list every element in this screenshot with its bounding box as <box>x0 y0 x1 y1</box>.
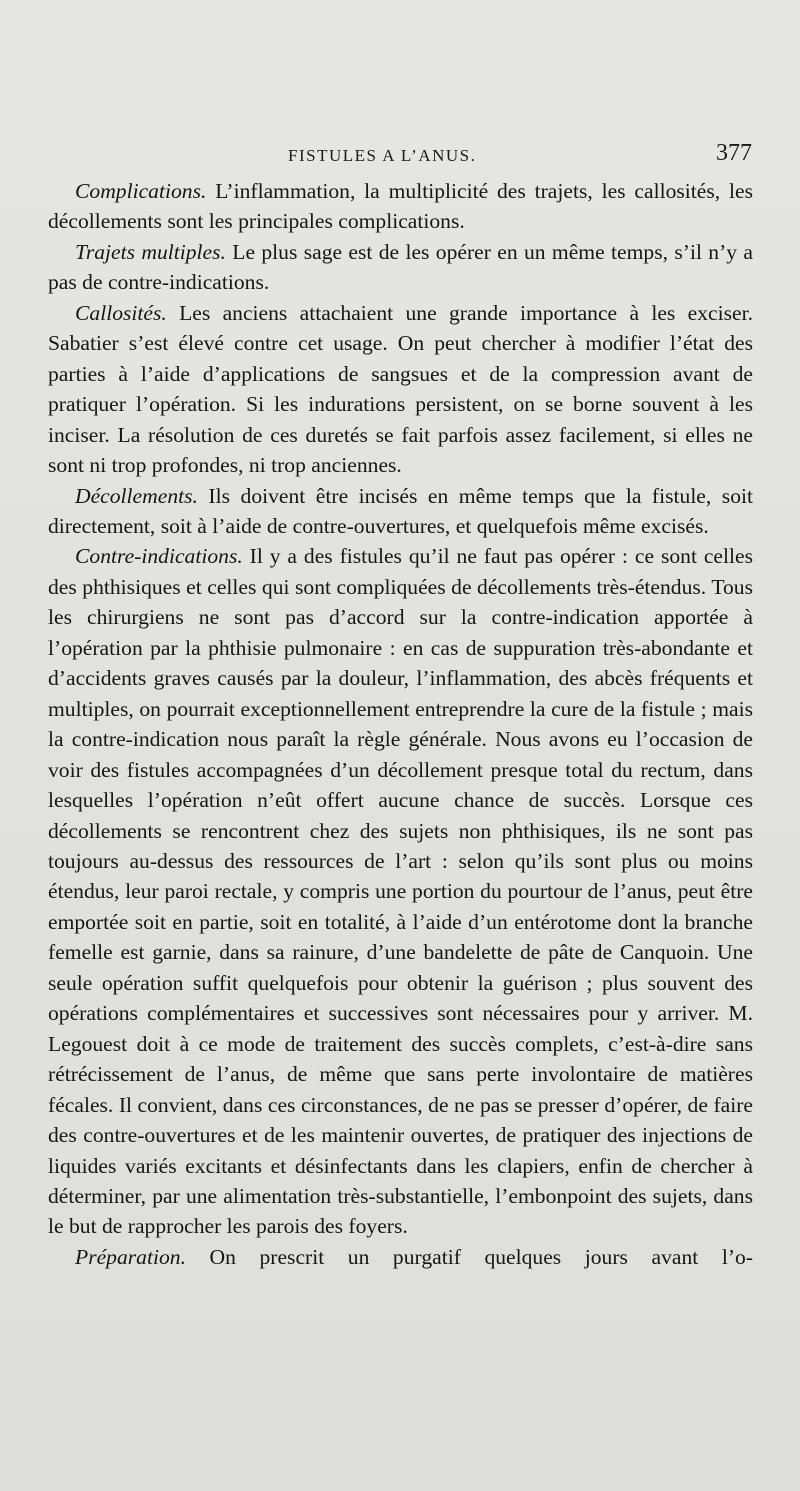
paragraph-callosites <box>48 298 753 481</box>
paragraph-text: L’inflammation, la multiplicité des trajets, les callosités, les décollements sont les principales complications. <box>48 179 753 234</box>
paragraph-contre-indications <box>48 541 753 1241</box>
page-number: 377 <box>716 140 752 166</box>
paragraph-heading: Trajets multiples. <box>75 239 226 264</box>
paragraph-heading: Préparation. <box>75 1244 186 1269</box>
paragraph-preparation <box>48 1242 753 1272</box>
paragraph-heading: Complications. <box>75 179 207 203</box>
running-head <box>0 140 800 176</box>
paragraph-text: Ils doivent être incisés en même temps que la fistule, soit directement, soit à l’aide de contre-ouvertures, et quelquefois même excisés. <box>48 483 753 538</box>
paragraph-heading: Contre-indications. <box>75 544 243 569</box>
paragraph-heading: Callosités. <box>75 300 167 325</box>
body-text <box>48 176 753 1272</box>
paragraph-text: Il y a des fistules qu’il ne faut pas opérer : ce sont celles des phthisiques et celles qui sont compliquées de décollements très-étendus. Tous les chirurgiens ne sont pas d’accord sur la contre-indication apportée à l’opération par la phthisie pulmonaire : en cas de suppuration très-abondante et d’accidents graves causés par la douleur, l’inflammation, des abcès fréquents et multiples, on pourrait exceptionnellement entreprendre la cure de la fistule ; mais la contre-indication nous paraît la règle générale. Nous avons eu l’occasion de voir des fistules accompagnées d’un décollement presque total du rectum, dans lesquelles l’opération n’eût offert aucune chance de succès. Lorsque ces décollements se rencontrent chez des sujets non phthisiques, ils ne sont pas toujours au-dessus des ressources de l’art : selon qu’ils sont plus ou moins étendus, leur paroi rectale, y compris une portion du pourtour de l’anus, peut être emportée soit en partie, soit en totalité, à l’aide d’un entérotome dont la branche femelle est garnie, dans sa rainure, d’une bandelette de pâte de Canquoin. Une seule opération suffit quelquefois pour obtenir la guérison ; plus souvent des opérations complémentaires et successives sont nécessaires pour y arriver. M. Legouest doit à ce mode de traitement des succès complets, c’est-à-dire sans rétrécissement de l’anus, de même que sans perte involontaire de matières fécales. Il convient, dans ces circonstances, de ne pas se presser d’opérer, de faire des contre-ouvertures et de les maintenir ouvertes, de pratiquer des injections de liquides variés excitants et désinfectants dans les clapiers, enfin de chercher à déterminer, par une alimentation très-substantielle, l’embonpoint des sujets, dans le but de rapprocher les parois des foyers. <box>48 544 753 1239</box>
paragraph-text: On prescrit un purgatif quelques jours avant l’o- <box>185 1244 753 1269</box>
paragraph-text: Le plus sage est de les opérer en un même temps, s’il n’y a pas de contre-indications. <box>48 239 753 295</box>
paragraph-text: Les anciens attachaient une grande importance à les exciser. Sabatier s’est élevé contre cet usage. On peut chercher à modifier l’état des parties à l’aide d’applications de sangsues et de la compression avant de pratiquer l’opération. Si les indurations persistent, on se borne souvent à les inciser. La résolution de ces duretés se fait parfois assez facilement, si elles ne sont ni trop profondes, ni trop anciennes. <box>48 300 753 478</box>
paragraph-decollements <box>48 481 753 542</box>
paragraph-trajets-multiples <box>48 237 753 298</box>
running-title: FISTULES A L’ANUS. <box>288 146 477 165</box>
paragraph-heading: Décollements. <box>75 483 198 508</box>
paragraph-complications <box>48 176 753 237</box>
